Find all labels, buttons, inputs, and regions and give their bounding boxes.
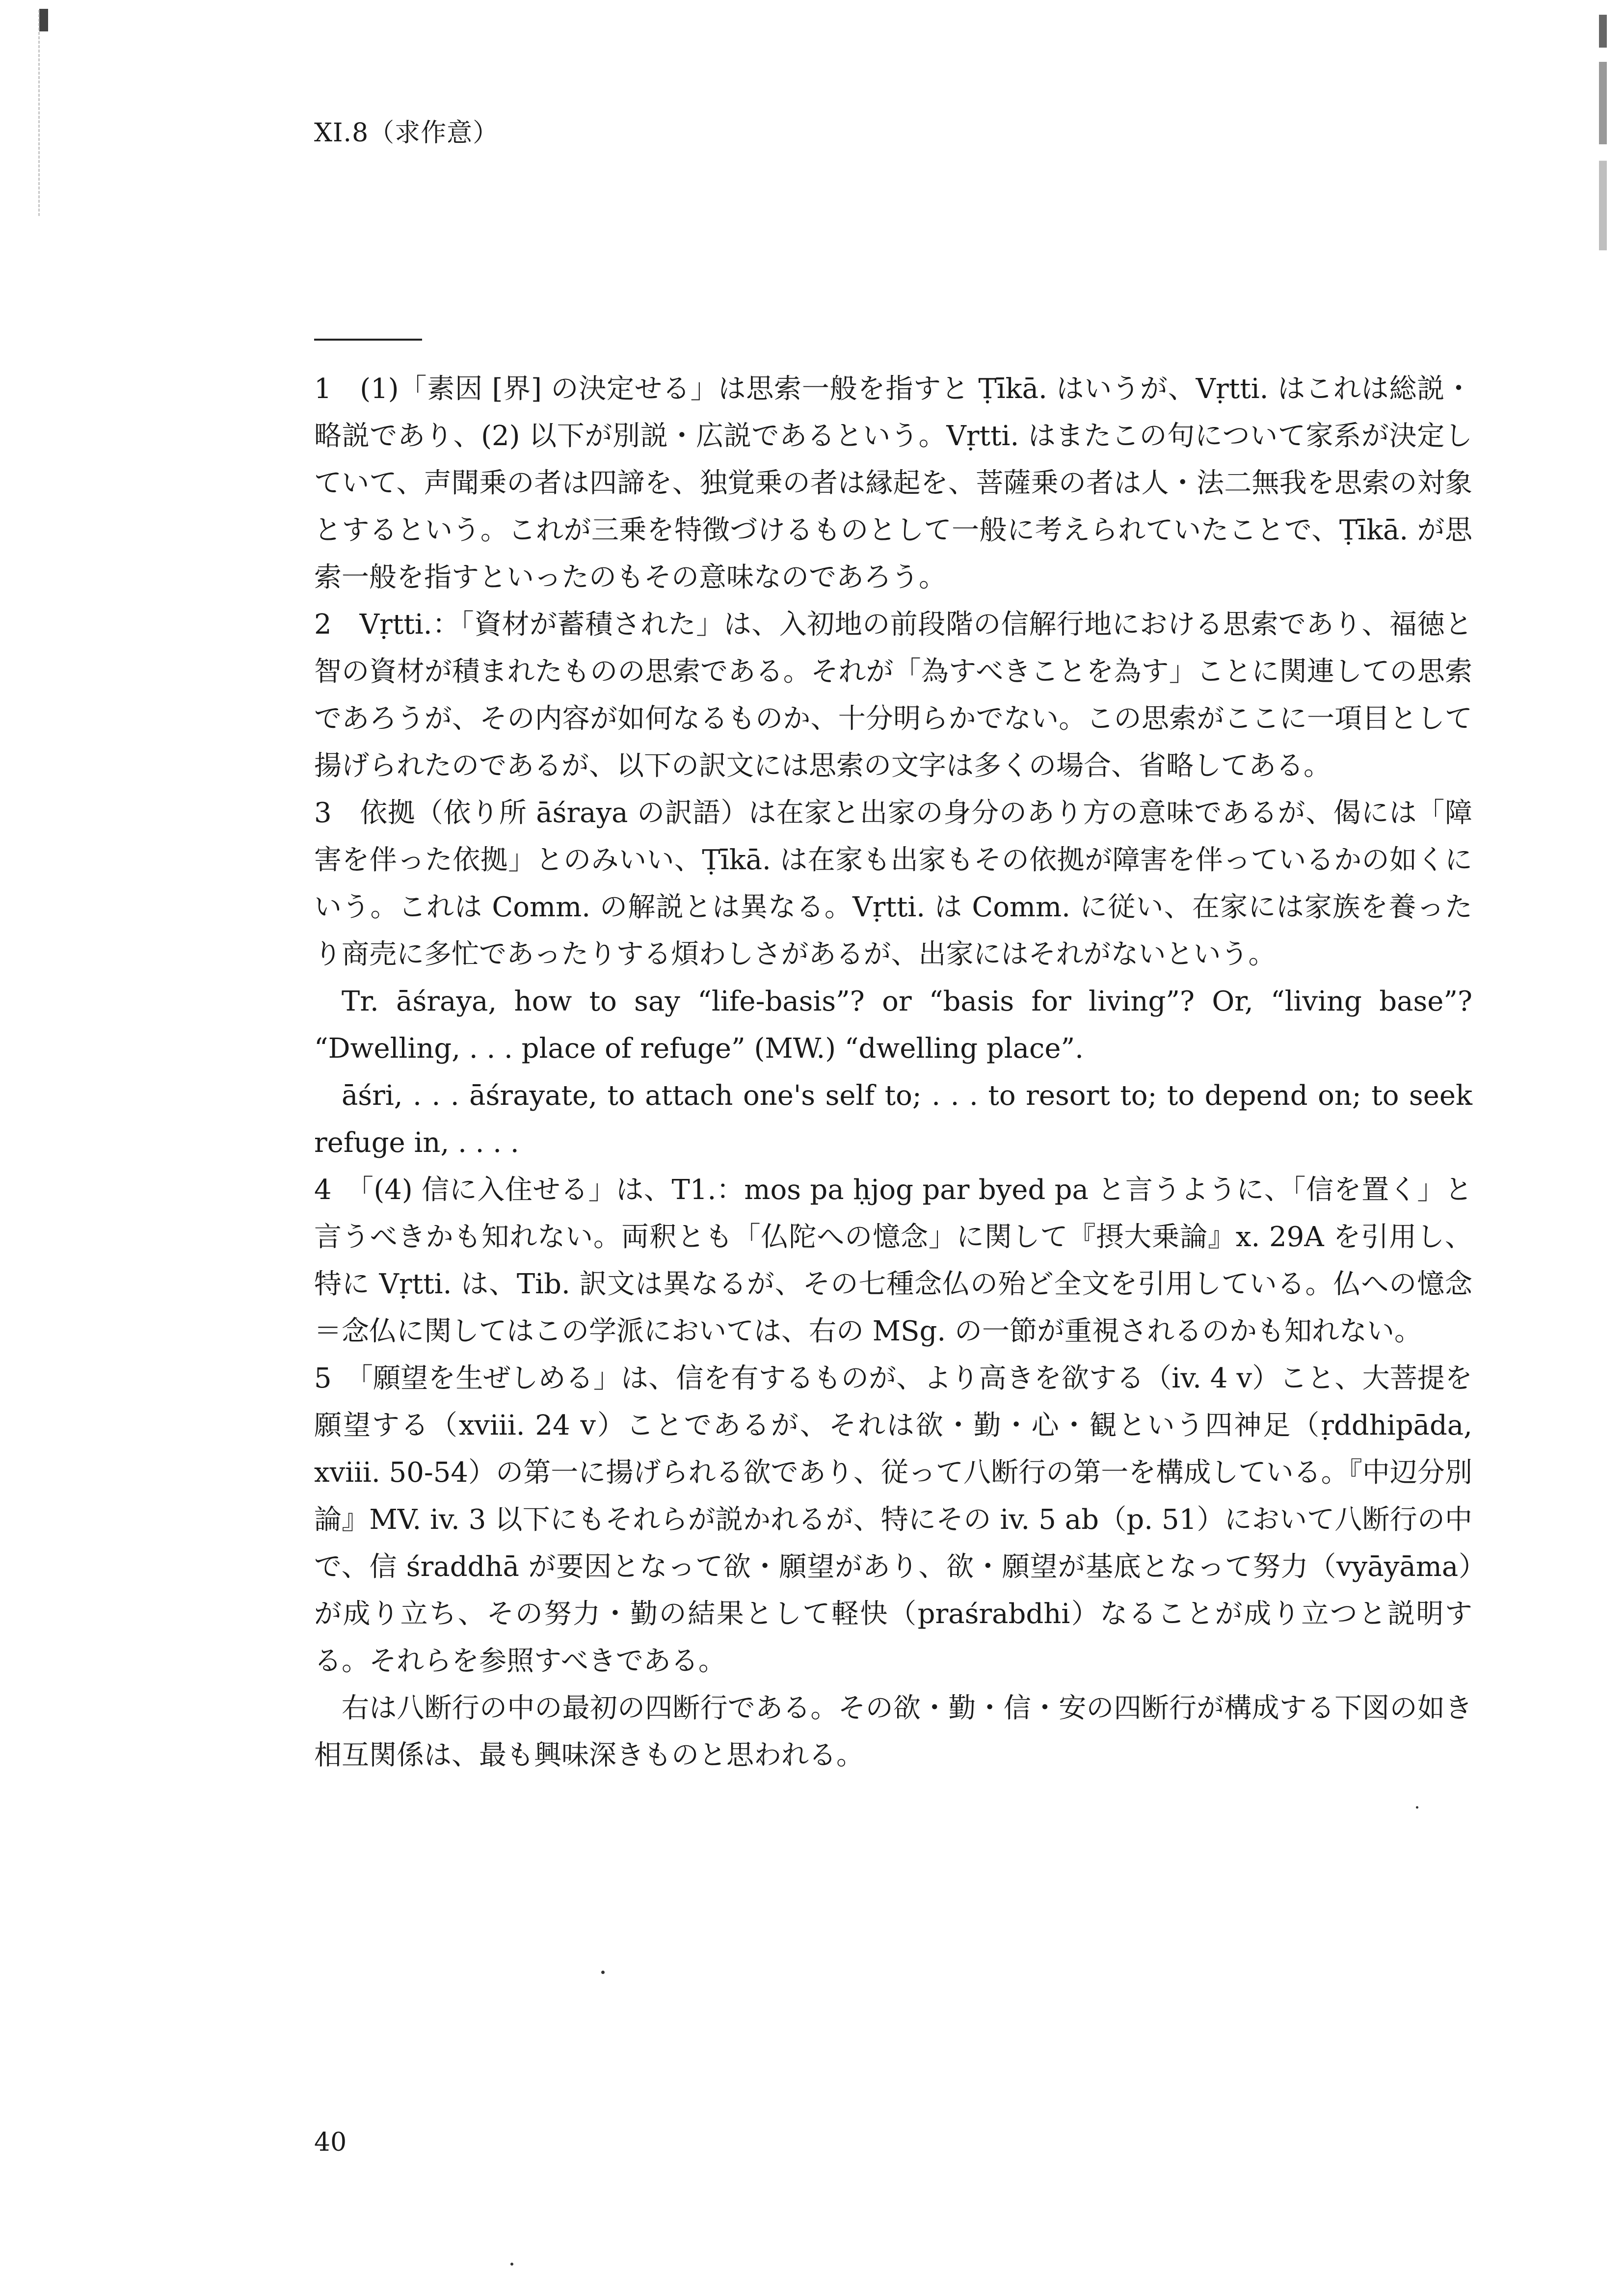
- section-header: XI.8（求作意）: [314, 118, 499, 148]
- scan-artifact: [38, 10, 46, 216]
- page-number: 40: [314, 2128, 347, 2157]
- footnote-3: 3 依拠（依り所 āśraya の訳語）は在家と出家の身分のあり方の意味であるが、偈には「障害を伴った依拠」とのみいい、Ṭīkā. は在家も出家もその依拠が障害を伴っているかの如くにいう。これは Comm. の解説とは異なる。Vṛtti. は Comm. に従い、在家には家族を養ったり商売に多忙であったりする煩わしさがあるが、出家にはそれがないという。: [314, 797, 1472, 970]
- footnote-rule: [314, 339, 422, 341]
- translation-note: Tr. āśraya, how to say “life-basis”? or “basis for living”? Or, “living base”? “Dwelling, . . . place of refuge” (MW.) “dwelling place”.: [314, 986, 1472, 1065]
- footnote-4: 4 「(4) 信に入住せる」は、T1.：mos pa ḥjog par byed pa と言うように、「信を置く」と言うべきかも知れない。両釈とも「仏陀への憶念」に関して『摂大乗論』x. 29A を引用し、特に Vṛtti. は、Tib. 訳文は異なるが、その七種念仏の殆ど全文を引用している。仏への憶念＝念仏に関してはこの学派においては、右の MSg. の一節が重視されるのかも知れない。: [314, 1174, 1472, 1347]
- scan-speck: [510, 2263, 513, 2266]
- scan-artifact: [1599, 15, 1607, 250]
- scan-speck: [1416, 1806, 1418, 1809]
- scan-speck: [601, 1971, 605, 1974]
- closing-remark: 右は八断行の中の最初の四断行である。その欲・勤・信・安の四断行が構成する下図の如き相互関係は、最も興味深きものと思われる。: [314, 1692, 1472, 1771]
- footnote-5: 5 「願望を生ぜしめる」は、信を有するものが、より高きを欲する（iv. 4 v）こと、大菩提を願望する（xviii. 24 v）ことであるが、それは欲・勤・心・観という四神足（ṛddhipāda, xviii. 50-54）の第一に揚げられる欲であり、従って八断行の第一を構成している。『中辺分別論』MV. iv. 3 以下にもそれらが説かれるが、特にその iv. 5 ab（p. 51）において八断行の中で、信 śraddhā が要因となって欲・願望があり、欲・願望が基底となって努力（vyāyāma）が成り立ち、その努力・勤の結果として軽快（praśrabdhi）なることが成り立つと説明する。それらを参照すべきである。: [314, 1362, 1472, 1677]
- dictionary-note: āśri, . . . āśrayate, to attach one's self to; . . . to resort to; to depend on; to seek refuge in, . . . .: [314, 1080, 1472, 1159]
- footnote-2: 2 Vṛtti.：「資材が蓄積された」は、入初地の前段階の信解行地における思索であり、福徳と智の資材が積まれたものの思索である。それが「為すべきことを為す」ことに関連しての思索であろうが、その内容が如何なるものか、十分明らかでない。この思索がここに一項目として揚げられたのであるが、以下の訳文には思索の文字は多くの場合、省略してある。: [314, 609, 1473, 782]
- footnote-1: 1 (1)「素因 [界] の決定せる」は思索一般を指すと Ṭīkā. はいうが、Vṛtti. はこれは総説・略説であり、(2) 以下が別説・広説であるという。Vṛtti. はまたこの句について家系が決定していて、声聞乗の者は四諦を、独覚乗の者は縁起を、菩薩乗の者は人・法二無我を思索の対象とするという。これが三乗を特徴づけるものとして一般に考えられていたことで、Ṭīkā. が思索一般を指すといったのもその意味なのであろう。: [314, 373, 1472, 593]
- footnotes: [314, 366, 1472, 1779]
